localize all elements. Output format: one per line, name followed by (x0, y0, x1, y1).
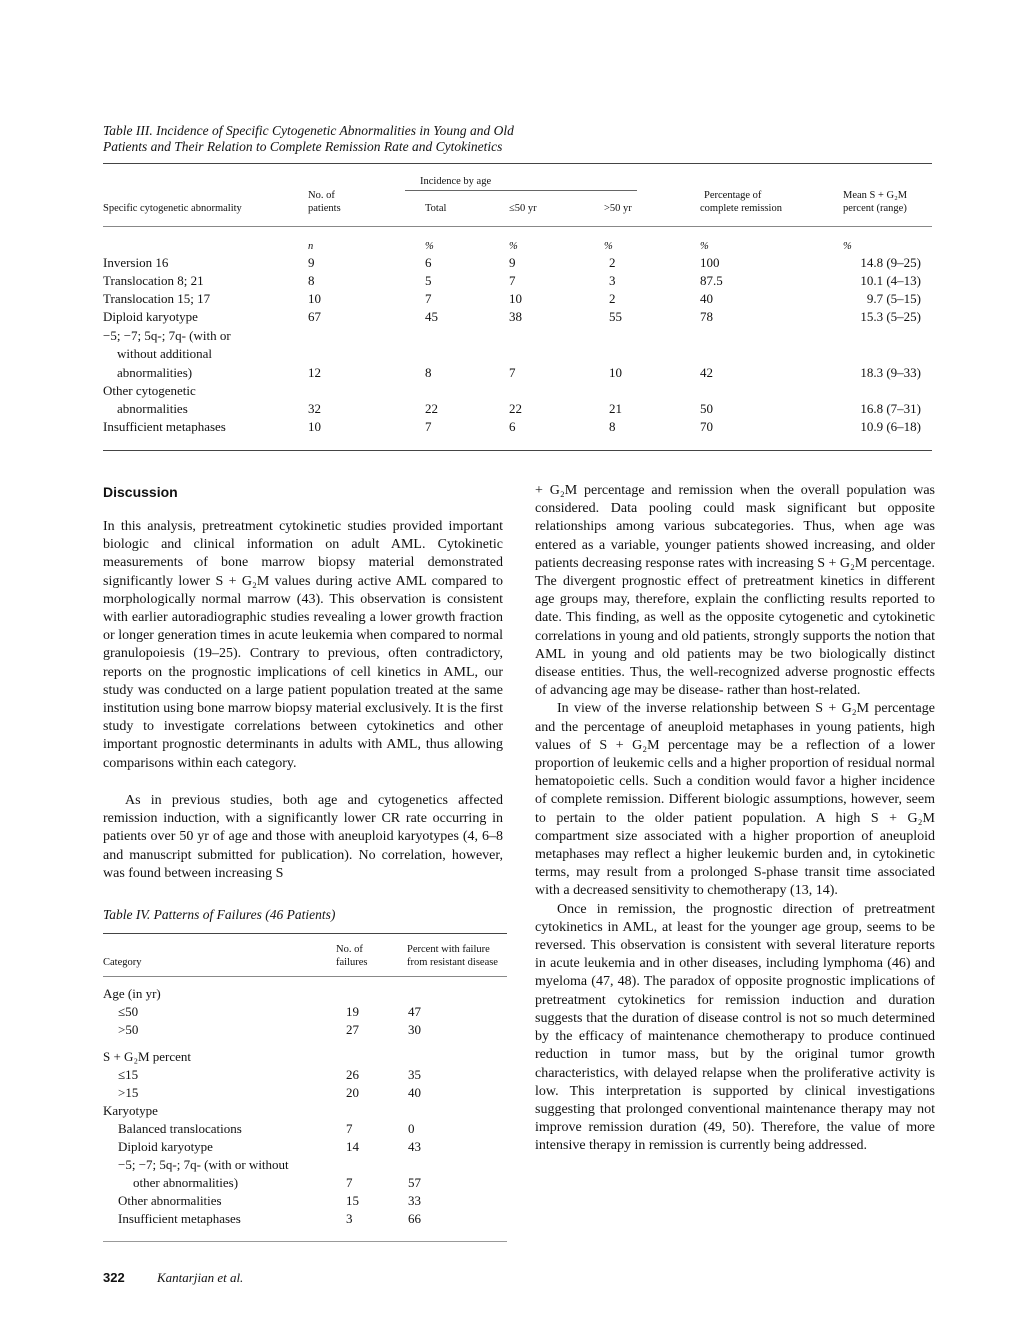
t4-cell-n: 26 (346, 1067, 359, 1082)
t4-cell-label: >50 (118, 1022, 139, 1037)
table-row (103, 290, 932, 308)
table-row (103, 272, 932, 290)
t3-cell-total: 5 (425, 273, 432, 288)
t4-header-no-of: No. of (336, 944, 363, 955)
t3-cell-n: 9 (308, 255, 315, 270)
table-row (103, 1066, 507, 1084)
t3-header-le50: ≤50 yr (509, 203, 537, 214)
t3-unit-le50: % (509, 241, 518, 252)
t4-cell-pct: 35 (408, 1067, 421, 1082)
t3-cell-total: 7 (425, 291, 432, 306)
t4-cell-pct: 30 (408, 1022, 421, 1037)
section-heading-discussion: Discussion (103, 484, 178, 500)
table-row (103, 1021, 507, 1039)
t3-cell-total: 8 (425, 365, 432, 380)
t4-cell-label: Diploid karyotype (118, 1139, 213, 1154)
t4-cell-n: 14 (346, 1139, 359, 1154)
t4-cell-n: 19 (346, 1004, 359, 1019)
paragraph-left-2: As in previous studies, both age and cytogenetics affected remission induction, with a significantly lower CR rate occurring in patients over 50 yr of age and those with aneuploid karyotypes (4, 6–8 and manuscript submitted for publication). No correlation, however, was found between increasing S (103, 793, 503, 881)
paragraph-right-3: Once in remission, the prognostic direction of pretreatment cytokinetics in AML, at least for the younger age group, seems to be reversed. This observation is consistent with several literature reports in acute leukemia and in other diseases, including lymphoma (46) and myeloma (47, 48). The paradox of opposite prognostic implications of pretreatment cytokinetics for remission induction and duration suggests that the duration of disease control is not so much determined by the efficacy of maintenance chemotherapy to produce continued reduction in tumor mass, but by the original tumor growth characteristics, with delayed relapse when the proliferative activity is low. This interpretation is supported by clinical investigations suggesting that prolonged conventional maintenance therapy may not improve remission duration (49, 50). Therefore, the value of more intensive therapy in remission is currently being addressed. (535, 901, 935, 1154)
table3-header-rule (103, 226, 932, 227)
t3-cell-gt50: 2 (609, 255, 616, 270)
t4-cell-n: 20 (346, 1085, 359, 1100)
t4-cell-pct: 40 (408, 1085, 421, 1100)
table-row (103, 1102, 507, 1120)
table3-caption-line1: Table III. Incidence of Specific Cytogenetic Abnormalities in Young and Old (103, 123, 514, 138)
t4-cell-label: −5; −7; 5q-; 7q- (with or without (118, 1157, 289, 1172)
t4-cell-pct: 66 (408, 1211, 421, 1226)
t4-cell-label: Insufficient metaphases (118, 1211, 241, 1226)
t3-header-pct-of: Percentage of (704, 190, 762, 201)
t3-cell-le50: 9 (509, 255, 516, 270)
t4-cell-label: ≤50 (118, 1004, 139, 1019)
table4-caption: Table IV. Patterns of Failures (46 Patients) (103, 907, 336, 922)
table4-top-rule (103, 933, 507, 934)
t3-cell-label: without additional (117, 346, 212, 361)
table-row (103, 1003, 507, 1021)
table-row (103, 418, 932, 436)
t4-cell-label: other abnormalities) (133, 1175, 239, 1190)
t4-cell-n: 15 (346, 1193, 359, 1208)
t3-unit-mean: % (843, 241, 852, 252)
paragraph-right-1: + G₂M percentage and remission when the overall population was considered. Data pooling could mask significant but opposite relationships among various subcategories. Thus, when age was entered as a variable, younger patients showed increasing, and older patients decreasing response rates with increasing S + G₂M percentage. The divergent prognostic effect of pretreatment kinetics in different age groups may, therefore, explain the conflicting results reported to date. This finding, as well as the opposite cytogenetic and cytokinetic correlations in young and old patients, strongly supports the notion that AML in young and old patients may be two biologically distinct disease entities. Thus, the well-recognized adverse prognostic effects of advancing age may be disease- rather than host-related. (535, 483, 935, 699)
table-row (103, 1174, 507, 1192)
table-row (103, 1120, 507, 1138)
t3-cell-mean: 10.1 (4–13) (860, 273, 921, 288)
t3-cell-pct: 42 (700, 365, 713, 380)
t4-header-pct-2: from resistant disease (407, 957, 498, 968)
table-row (103, 985, 507, 1003)
t3-cell-gt50: 8 (609, 419, 616, 434)
t3-header-patients: patients (308, 203, 341, 214)
t3-cell-n: 8 (308, 273, 315, 288)
t3-cell-gt50: 55 (609, 309, 622, 324)
t3-header-mean-1: Mean S + G₂M (843, 190, 908, 201)
t4-cell-pct: 57 (408, 1175, 421, 1190)
paragraph-left-1: In this analysis, pretreatment cytokinetic studies provided important biologic and clinical information on adult AML. Cytokinetic measurements of bone marrow biopsy material demonstrated significantly lower S + G₂M values during active AML compared to morphologically normal marrow (43). This observation is consistent with earlier autoradiographic studies revealing a lower growth fraction or longer generation times in acute leukemia when compared to normal granulopoiesis (19–25). Contrary to previous, often contradictory, reports on the prognostic implications of cell kinetics in AML, our study was conducted on a large patient population treated at the same institution using bone marrow biopsy material exclusively. It is the first study to investigate correlations between cytokinetics and other important prognostic determinants in adults with AML, thus allowing comparisons within each category. (103, 519, 503, 771)
table-row (103, 364, 932, 382)
t3-cell-total: 45 (425, 309, 438, 324)
t3-unit-pct: % (700, 241, 709, 252)
t3-cell-label: Insufficient metaphases (103, 419, 226, 434)
t3-cell-le50: 38 (509, 309, 522, 324)
table-row (103, 400, 932, 418)
t4-cell-n: 7 (346, 1175, 353, 1190)
t3-header-gt50: >50 yr (604, 203, 632, 214)
page-number: 322 (103, 1270, 125, 1285)
t4-cell-pct: 0 (408, 1121, 415, 1136)
paragraph-right-2: In view of the inverse relationship between S + G₂M percentage and the percentage of aneuploid metaphases in young patients, high values of S + G₂M percentage may be a reflection of a lower proportion of leukemic cells and a higher proportion of residual normal hematopoietic cells. Such a condition would favor a higher incidence of complete remission. Different biologic assumptions, however, seem to pertain to the older patient population. A high S + G₂M compartment size associated with a higher proportion of aneuploid metaphases may reflect a higher leukemic burden and, in cytokinetic terms, may result from a prolonged S-phase transit time associated with a decreased sensitivity to chemotherapy (13, 14). (535, 701, 935, 899)
table3-caption-line2: Patients and Their Relation to Complete Remission Rate and Cytokinetics (103, 139, 503, 154)
t4-cell-label: Age (in yr) (103, 986, 161, 1001)
t4-cell-n: 27 (346, 1022, 359, 1037)
t3-cell-label: abnormalities (117, 401, 188, 416)
t3-cell-mean: 9.7 (5–15) (866, 291, 921, 306)
t4-cell-label: Other abnormalities (118, 1193, 222, 1208)
t4-cell-label: ≤15 (118, 1067, 139, 1082)
t4-cell-label: S + G₂M percent (103, 1049, 192, 1064)
t3-cell-label: Translocation 8; 21 (103, 273, 204, 288)
running-head: Kantarjian et al. (157, 1270, 244, 1285)
t3-header-complete-remission: complete remission (700, 203, 782, 214)
table3-bottom-rule (103, 450, 932, 451)
t3-cell-gt50: 10 (609, 365, 622, 380)
table-row (103, 1138, 507, 1156)
t4-cell-pct: 47 (408, 1004, 421, 1019)
table-row (103, 1210, 507, 1228)
table-row (103, 1084, 507, 1102)
t4-cell-n: 3 (346, 1211, 353, 1226)
t4-cell-pct: 33 (408, 1193, 421, 1208)
table-row (103, 1192, 507, 1210)
t4-header-pct-1: Percent with failure (407, 944, 490, 955)
t4-header-category: Category (103, 957, 142, 968)
t3-cell-mean: 16.8 (7–31) (860, 401, 921, 416)
t3-header-incidence: Incidence by age (420, 176, 492, 187)
t3-cell-pct: 78 (700, 309, 713, 324)
t3-cell-n: 12 (308, 365, 321, 380)
t3-cell-n: 10 (308, 419, 321, 434)
t3-unit-gt50: % (604, 241, 613, 252)
t3-cell-mean: 18.3 (9–33) (860, 365, 921, 380)
t3-unit-n: n (308, 241, 314, 252)
table-row (103, 254, 932, 272)
table-row (103, 1156, 507, 1174)
t3-cell-label: Diploid karyotype (103, 309, 198, 324)
table-row-label-line (103, 327, 932, 345)
t3-header-abnormality: Specific cytogenetic abnormality (103, 203, 242, 214)
t4-cell-label: Balanced translocations (118, 1121, 242, 1136)
table-row (103, 1048, 507, 1066)
table3-caption (103, 123, 703, 155)
t4-cell-pct: 43 (408, 1139, 421, 1154)
right-column (535, 482, 935, 1156)
t3-cell-le50: 10 (509, 291, 522, 306)
t4-cell-label: Karyotype (103, 1103, 158, 1118)
t3-incidence-rule (405, 190, 637, 191)
table4-header-rule (103, 976, 507, 977)
t3-cell-label: abnormalities) (117, 365, 193, 380)
t3-header-total: Total (425, 203, 447, 214)
t3-cell-le50: 22 (509, 401, 522, 416)
t3-cell-pct: 70 (700, 419, 713, 434)
t3-cell-label: Inversion 16 (103, 255, 169, 270)
t4-header-failures: failures (336, 957, 368, 968)
t3-cell-n: 32 (308, 401, 321, 416)
table-row-label-line (103, 345, 932, 363)
t3-cell-gt50: 21 (609, 401, 622, 416)
t3-cell-label: −5; −7; 5q-; 7q- (with or (103, 328, 231, 343)
table3-top-rule (103, 163, 932, 164)
t3-cell-mean: 15.3 (5–25) (860, 309, 921, 324)
table4-bottom-rule (103, 1241, 507, 1242)
t3-cell-mean: 14.8 (9–25) (860, 255, 921, 270)
t3-cell-label: Translocation 15; 17 (103, 291, 211, 306)
t3-cell-pct: 40 (700, 291, 713, 306)
t3-cell-total: 6 (425, 255, 432, 270)
t3-cell-pct: 50 (700, 401, 713, 416)
t3-cell-pct: 100 (700, 255, 720, 270)
table-row-label-line (103, 382, 932, 400)
t3-cell-gt50: 2 (609, 291, 616, 306)
t3-cell-gt50: 3 (609, 273, 616, 288)
t3-cell-le50: 6 (509, 419, 516, 434)
t3-header-no-of: No. of (308, 190, 335, 201)
table-row (103, 308, 932, 326)
t4-cell-n: 7 (346, 1121, 353, 1136)
t3-cell-pct: 87.5 (700, 273, 723, 288)
t3-unit-total: % (425, 241, 434, 252)
t3-cell-le50: 7 (509, 273, 516, 288)
t4-cell-label: >15 (118, 1085, 139, 1100)
t3-cell-label: Other cytogenetic (103, 383, 196, 398)
t3-cell-le50: 7 (509, 365, 516, 380)
t3-cell-total: 22 (425, 401, 438, 416)
t3-cell-mean: 10.9 (6–18) (860, 419, 921, 434)
t3-cell-total: 7 (425, 419, 432, 434)
t3-cell-n: 67 (308, 309, 321, 324)
t3-cell-n: 10 (308, 291, 321, 306)
t3-header-mean-2: percent (range) (843, 203, 907, 214)
